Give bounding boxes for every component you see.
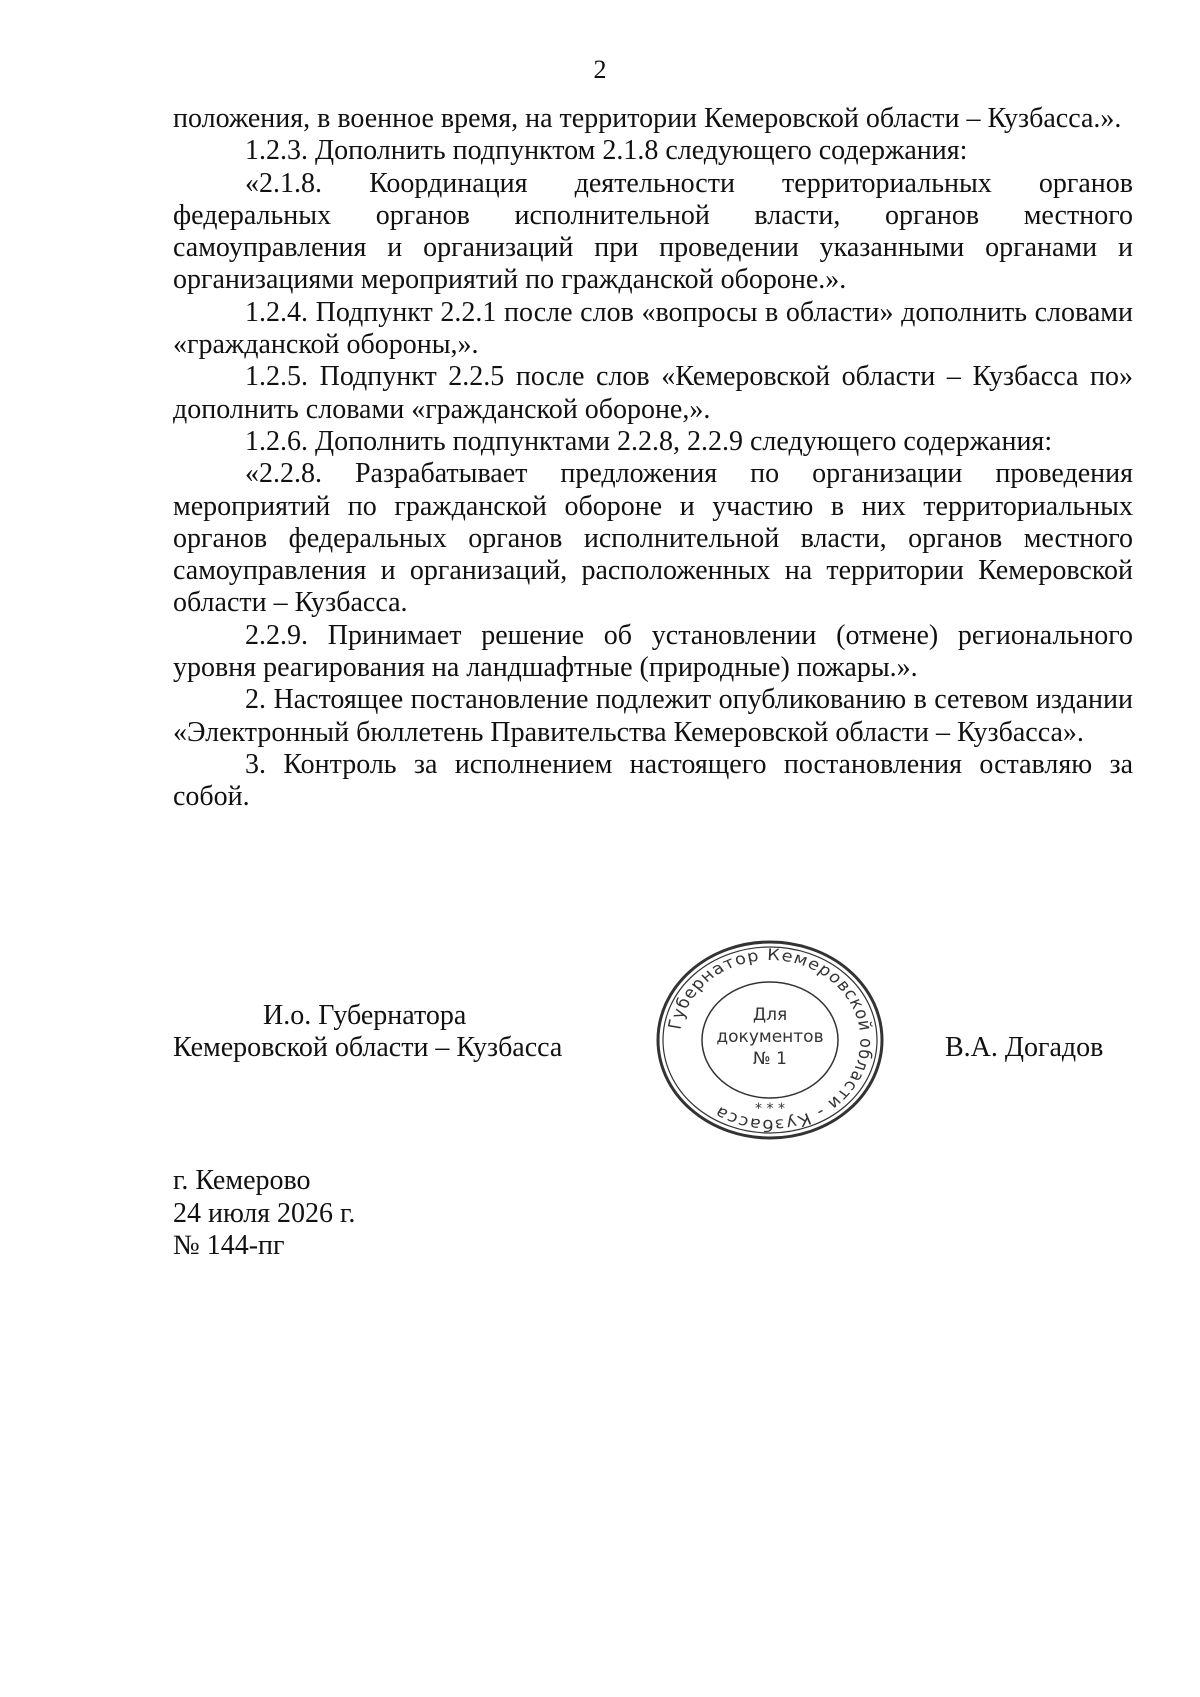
svg-text:Для: Для (752, 1005, 788, 1025)
document-body (173, 103, 1133, 814)
paragraph: 1.2.6. Дополнить подпунктами 2.2.8, 2.2.9 следующего содержания: (245, 425, 1053, 457)
signatory-position (173, 1000, 562, 1064)
document-place: г. Кемерово (173, 1165, 311, 1196)
paragraph: «2.1.8. Координация деятельности территориальных органов федеральных органов исполнительной власти, органов местного самоуправления и организаций при проведении указанными органами и организациями мероприятий по гражданской обороне.». (173, 167, 1133, 296)
document-number: № 144-пг (173, 1230, 285, 1261)
paragraph: 1.2.3. Дополнить подпунктом 2.1.8 следующего содержания: (245, 135, 968, 167)
svg-text:Губернатор Кемеровской области: Губернатор Кемеровской области - Кузбасса (663, 944, 878, 1136)
svg-text:№ 1: № 1 (753, 1049, 787, 1069)
document-date: 24 июля 2026 г. (173, 1197, 356, 1229)
paragraph: положения, в военное время, на территории Кемеровской области – Кузбасса.». (173, 103, 1122, 134)
signatory-position-line1: И.о. Губернатора (263, 1000, 467, 1031)
document-footer (173, 1165, 355, 1263)
paragraph: «2.2.8. Разрабатывает предложения по организации проведения мероприятий по гражданской обороне и участию в них территориальных органов федеральных органов исполнительной власти, органов местного самоуправления и организаций, расположенных на территории Кемеровской области – Кузбасса. (173, 458, 1133, 619)
paragraph: 1.2.5. Подпункт 2.2.5 после слов «Кемеровской области – Кузбасса по» дополнить словами «гражданской обороне,». (173, 361, 1133, 425)
svg-text:* * *: * * * (755, 1101, 785, 1117)
page-number: 2 (593, 55, 607, 84)
paragraph: 1.2.4. Подпункт 2.2.1 после слов «вопросы в области» дополнить словами «гражданской обороны,». (173, 296, 1133, 361)
svg-text:документов: документов (716, 1027, 824, 1047)
official-seal-stamp (645, 935, 895, 1145)
paragraph: 3. Контроль за исполнением настоящего постановления оставляю за собой. (173, 748, 1133, 813)
paragraph: 2. Настоящее постановление подлежит опубликованию в сетевом издании «Электронный бюллетень Правительства Кемеровской области – Кузбасса». (173, 684, 1133, 748)
signatory-position-line2: Кемеровской области – Кузбасса (173, 1032, 563, 1063)
signatory-name: В.А. Догадов (945, 1032, 1104, 1063)
paragraph: 2.2.9. Принимает решение об установлении (отмене) регионального уровня реагирования на ландшафтные (природные) пожары.». (173, 619, 1133, 684)
